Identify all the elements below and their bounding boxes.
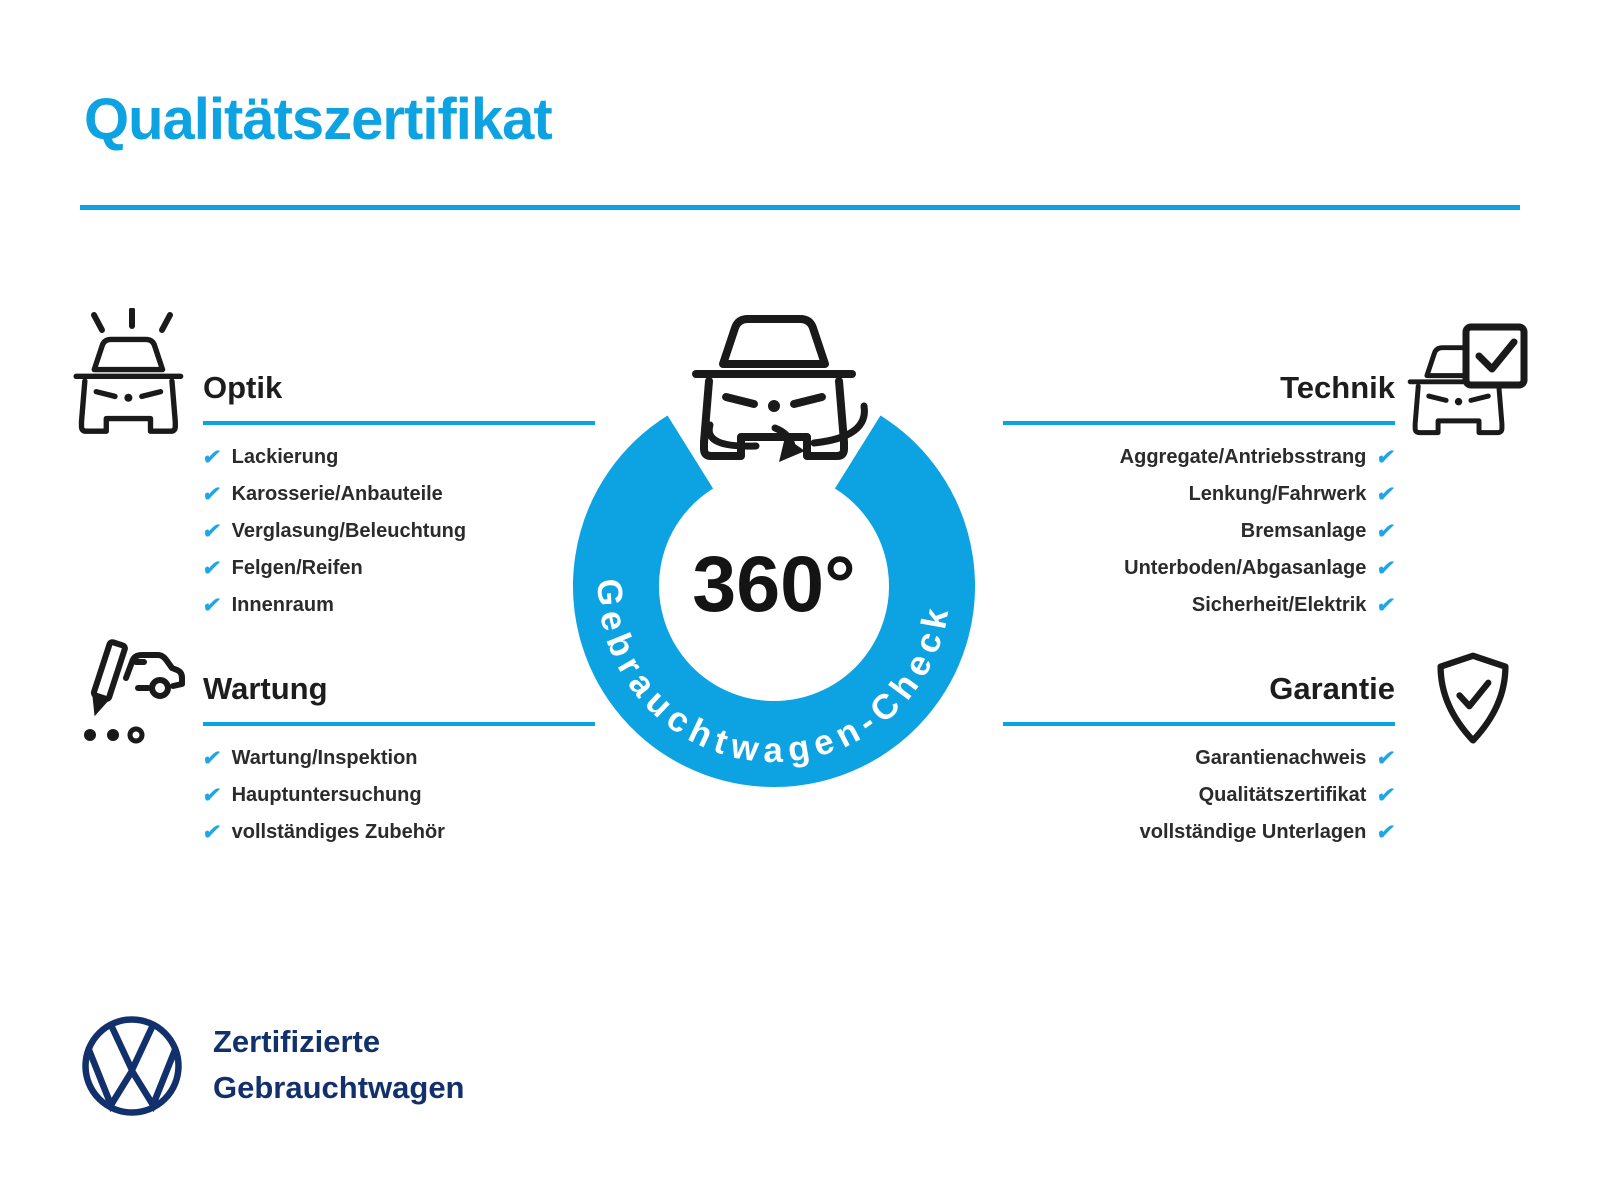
checklist-item-label: Bremsanlage xyxy=(1240,520,1367,542)
shine-rays xyxy=(94,310,170,330)
dots xyxy=(84,729,142,741)
car-rotation-icon xyxy=(696,319,864,462)
checklist-item xyxy=(1003,476,1398,513)
technik-checklist xyxy=(1003,439,1398,624)
section-divider-technik xyxy=(1003,421,1395,425)
wartung-checklist xyxy=(200,740,595,851)
check-icon: ✔ xyxy=(1375,520,1398,543)
checklist-item xyxy=(1003,777,1398,814)
checklist-item xyxy=(200,439,595,476)
checklist-item xyxy=(200,740,595,777)
check-icon: ✔ xyxy=(200,520,223,543)
brand-line-1: Zertifizierte xyxy=(213,1024,381,1059)
title-divider xyxy=(80,205,1520,210)
section-divider-wartung xyxy=(203,722,595,726)
checklist-item xyxy=(200,550,595,587)
page-title: Qualitätszertifikat xyxy=(84,87,552,152)
section-divider-optik xyxy=(203,421,595,425)
checklist-item-label: Lackierung xyxy=(231,446,339,468)
section-heading-wartung: Wartung xyxy=(203,671,328,706)
section-technik xyxy=(1003,368,1398,624)
section-optik xyxy=(200,368,595,624)
check-icon: ✔ xyxy=(200,557,223,580)
car-shine-icon xyxy=(68,308,198,438)
checklist-item xyxy=(200,814,595,851)
checkbox xyxy=(1466,327,1524,385)
checklist-item xyxy=(200,476,595,513)
badge-curved-label: Gebrauchtwagen-Check xyxy=(589,577,958,771)
car-side xyxy=(126,655,182,696)
vw-logo-monogram xyxy=(89,1025,175,1105)
check-icon: ✔ xyxy=(1375,747,1398,770)
checklist-item xyxy=(1003,740,1398,777)
check-icon: ✔ xyxy=(200,483,223,506)
badge-degrees-label: 360° xyxy=(692,539,856,628)
checklist-item-label: vollständige Unterlagen xyxy=(1139,821,1367,843)
360-degree-badge xyxy=(557,284,993,798)
optik-checklist xyxy=(200,439,595,624)
check-icon: ✔ xyxy=(200,747,223,770)
checklist-item xyxy=(1003,513,1398,550)
checklist-item-label: vollständiges Zubehör xyxy=(231,821,445,843)
checklist-item-label: Unterboden/Abgasanlage xyxy=(1124,557,1367,579)
checklist-item-label: Lenkung/Fahrwerk xyxy=(1188,483,1367,505)
checklist-item-label: Hauptuntersuchung xyxy=(231,784,422,806)
brand-wordmark xyxy=(213,1019,465,1111)
check-icon: ✔ xyxy=(1375,594,1398,617)
shield-check xyxy=(1460,683,1489,706)
checklist-item xyxy=(1003,550,1398,587)
check-icon: ✔ xyxy=(200,784,223,807)
check-icon: ✔ xyxy=(1375,821,1398,844)
checklist-item-label: Garantienachweis xyxy=(1195,747,1367,769)
pencil-car-icon xyxy=(76,636,188,748)
checklist-item xyxy=(1003,814,1398,851)
checklist-item xyxy=(1003,439,1398,476)
check-icon: ✔ xyxy=(1375,557,1398,580)
check-icon: ✔ xyxy=(200,594,223,617)
checklist-item xyxy=(1003,587,1398,624)
section-garantie xyxy=(1003,669,1398,851)
garantie-checklist xyxy=(1003,740,1398,851)
check-icon: ✔ xyxy=(1375,483,1398,506)
check-icon: ✔ xyxy=(1375,784,1398,807)
shield-check-icon xyxy=(1428,648,1518,750)
section-divider-garantie xyxy=(1003,722,1395,726)
car-checkbox-icon xyxy=(1402,322,1537,447)
checklist-item-label: Wartung/Inspektion xyxy=(231,747,418,769)
section-heading-garantie: Garantie xyxy=(1269,671,1395,706)
checklist-item-label: Verglasung/Beleuchtung xyxy=(231,520,467,542)
checklist-item-label: Sicherheit/Elektrik xyxy=(1191,594,1367,616)
checklist-item-label: Karosserie/Anbauteile xyxy=(231,483,443,505)
checklist-item xyxy=(200,587,595,624)
checklist-item-label: Aggregate/Antriebsstrang xyxy=(1119,446,1367,468)
check-icon: ✔ xyxy=(200,821,223,844)
check-icon: ✔ xyxy=(1375,446,1398,469)
brand-line-2: Gebrauchtwagen xyxy=(213,1070,465,1105)
checklist-item xyxy=(200,777,595,814)
vw-logo xyxy=(80,1014,184,1118)
section-heading-technik: Technik xyxy=(1280,370,1395,405)
checklist-item xyxy=(200,513,595,550)
checklist-item-label: Qualitätszertifikat xyxy=(1198,784,1367,806)
checklist-item-label: Felgen/Reifen xyxy=(231,557,363,579)
pencil xyxy=(87,641,126,718)
section-wartung xyxy=(200,669,595,851)
check-icon: ✔ xyxy=(200,446,223,469)
section-heading-optik: Optik xyxy=(203,370,283,405)
checklist-item-label: Innenraum xyxy=(231,594,334,616)
